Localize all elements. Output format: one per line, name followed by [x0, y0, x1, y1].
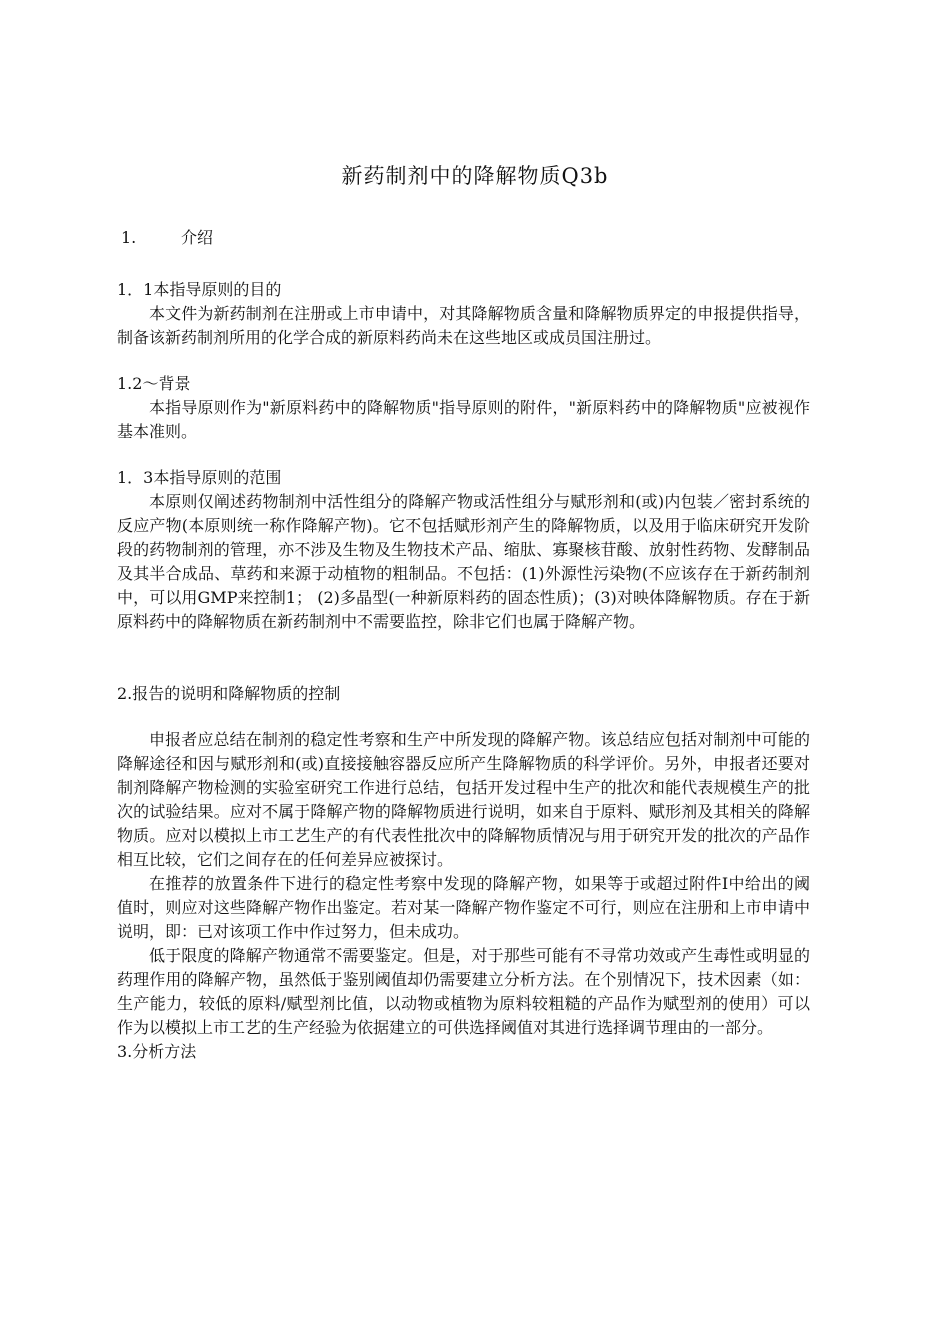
section-2-heading: 2.报告的说明和降解物质的控制 [117, 684, 341, 703]
section-1-number: 1. [121, 228, 137, 247]
section-1-2-text: 本指导原则作为"新原料药中的降解物质"指导原则的附件，"新原料药中的降解物质"应被视作基本准则。 [117, 398, 810, 441]
section-1-title: 介绍 [181, 228, 214, 247]
document-body [117, 226, 810, 1064]
section-3-heading: 3.分析方法 [117, 1042, 197, 1061]
section-2-paragraph-2: 在推荐的放置条件下进行的稳定性考察中发现的降解产物，如果等于或超过附件Ⅰ中给出的阈值时，则应对这些降解产物作出鉴定。若对某一降解产物作鉴定不可行，则应在注册和上市申请中说明，即：已对该项工作中作过努力，但未成功。 [117, 874, 810, 941]
document-title: 新药制剂中的降解物质Q3b [341, 164, 609, 188]
section-2-paragraph-1: 申报者应总结在制剂的稳定性考察和生产中所发现的降解产物。该总结应包括对制剂中可能的降解途径和因与赋形剂和(或)直接接触容器反应所产生降解物质的科学评价。另外，申报者还要对制剂降解产物检测的实验室研究工作进行总结，包括开发过程中生产的批次和能代表规模生产的批次的试验结果。应对不属于降解产物的降解物质进行说明，如来自于原料、赋形剂及其相关的降解物质。应对以模拟上市工艺生产的有代表性批次中的降解物质情况与用于研究开发的批次的产品作相互比较，它们之间存在的任何差异应被探讨。 [117, 730, 810, 869]
section-1-1-text: 本文件为新药制剂在注册或上市申请中，对其降解物质含量和降解物质界定的申报提供指导，制备该新药制剂所用的化学合成的新原料药尚未在这些地区或成员国注册过。 [117, 304, 810, 347]
section-1-3-text: 本原则仅阐述药物制剂中活性组分的降解产物或活性组分与赋形剂和(或)内包装／密封系统的反应产物(本原则统一称作降解产物)。它不包括赋形剂产生的降解物质，以及用于临床研究开发阶段的药物制剂的管理，亦不涉及生物及生物技术产品、缩肽、寡聚核苷酸、放射性药物、发酵制品及其半合成品、草药和来源于动植物的粗制品。不包括：(1)外源性污染物(不应该存在于新药制剂中，可以用GMP来控制1； (2)多晶型(一种新原料药的固态性质)；(3)对映体降解物质。存在于新原料药中的降解物质在新药制剂中不需要监控，除非它们也属于降解产物。 [117, 492, 810, 631]
section-1-1-heading: 1．1本指导原则的目的 [117, 280, 282, 299]
section-2-paragraph-3: 低于限度的降解产物通常不需要鉴定。但是，对于那些可能有不寻常功效或产生毒性或明显的药理作用的降解产物，虽然低于鉴别阈值却仍需要建立分析方法。在个别情况下，技术因素（如：生产能力，较低的原料/赋型剂比值，以动物或植物为原料较粗糙的产品作为赋型剂的使用）可以作为以模拟上市工艺的生产经验为依据建立的可供选择阈值对其进行选择调节理由的一部分。 [117, 946, 810, 1037]
section-1-2-heading: 1.2～背景 [117, 374, 191, 393]
section-1-heading [117, 226, 810, 250]
section-1-3-heading: 1．3本指导原则的范围 [117, 468, 282, 487]
